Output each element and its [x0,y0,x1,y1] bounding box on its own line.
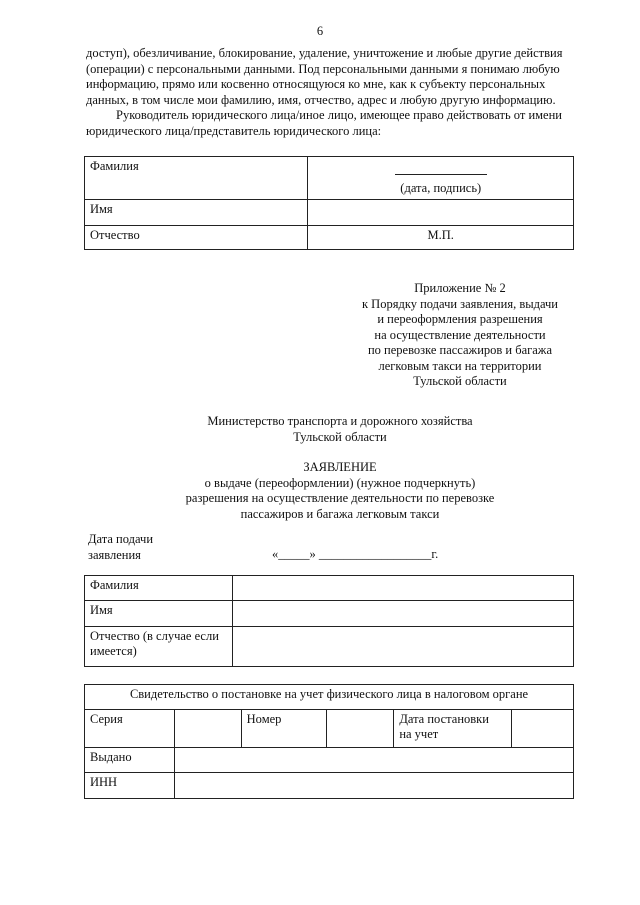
appendix-line: Тульской области [413,374,507,388]
consent-line: данных, в том числе мои фамилию, имя, отчество, адрес и любую другую информацию. [86,92,556,107]
consent-line: доступ), обезличивание, блокирование, удаление, уничтожение и любые другие действия [86,46,563,60]
tax-registration-table [84,684,574,799]
applicant-name-value[interactable] [232,601,573,627]
inn-value[interactable] [174,773,573,799]
signature-line [395,173,487,175]
representative-table [84,156,574,250]
appendix-line: и переоформления разрешения [377,312,543,326]
application-block [150,460,530,522]
applicant-patronymic-label [85,627,233,667]
application-line: разрешения на осуществление деятельности по перевозке [185,491,495,505]
appendix-line: к Порядку подачи заявления, выдачи [361,296,558,311]
consent-line: (операции) с персональными данными. Под персональными данными я понимаю любую [86,61,560,76]
patronymic-label-line: имеется) [90,644,137,658]
applicant-surname-label: Фамилия [85,576,233,601]
consent-line: информацию, прямо или косвенно относящуюся ко мне, как к субъекту персональных [86,77,546,91]
stamp-label: М.П. [308,226,574,250]
date-signature-cell[interactable] [308,157,574,200]
applicant-name-label: Имя [85,601,233,627]
appendix-line: на осуществление деятельности [374,327,546,342]
application-line: о выдаче (переоформлении) (нужное подчеркнуть) [204,475,476,490]
ministry-line: Тульской области [293,429,387,444]
number-label: Номер [241,710,326,748]
patronymic-label-line: Отчество (в случае если [90,629,219,643]
registration-date-value[interactable] [512,710,574,748]
rep-line: юридического лица/представитель юридического лица: [86,123,382,138]
ministry-block [150,414,530,445]
application-line: пассажиров и багажа легковым такси [240,506,440,521]
name-label: Имя [85,200,308,226]
inn-label: ИНН [85,773,175,799]
applicant-patronymic-value[interactable] [232,627,573,667]
rep-line: Руководитель юридического лица/иное лицо, имеющее право действовать от имени [116,108,562,122]
issued-label: Выдано [85,748,175,773]
tax-certificate-header: Свидетельство о постановке на учет физического лица в налоговом органе [85,685,574,710]
application-title: ЗАЯВЛЕНИЕ [303,460,377,474]
patronymic-label: Отчество [85,226,308,250]
submission-date-label [88,532,153,563]
applicant-surname-value[interactable] [232,576,573,601]
series-label: Серия [85,710,175,748]
submission-date-label-line: заявления [88,547,141,562]
submission-date-field[interactable]: «_____» __________________г. [272,547,439,561]
ministry-line: Министерство транспорта и дорожного хозяйства [207,414,473,428]
submission-date-label-line: Дата подачи [88,532,154,546]
series-value[interactable] [174,710,241,748]
surname-label: Фамилия [85,157,308,200]
appendix-block [330,281,590,390]
date-signature-label: (дата, подпись) [400,181,482,195]
consent-paragraph [86,46,568,139]
appendix-line: легковым такси на территории [378,358,542,373]
number-value[interactable] [326,710,394,748]
name-value[interactable] [308,200,574,226]
issued-value[interactable] [174,748,573,773]
registration-date-label-line: на учет [399,727,439,741]
registration-date-label-line: Дата постановки [399,712,489,726]
applicant-table [84,575,574,667]
page-number: 6 [316,24,324,38]
appendix-line: Приложение № 2 [414,281,506,295]
appendix-line: по перевозке пассажиров и багажа [367,343,552,357]
registration-date-label [394,710,512,748]
